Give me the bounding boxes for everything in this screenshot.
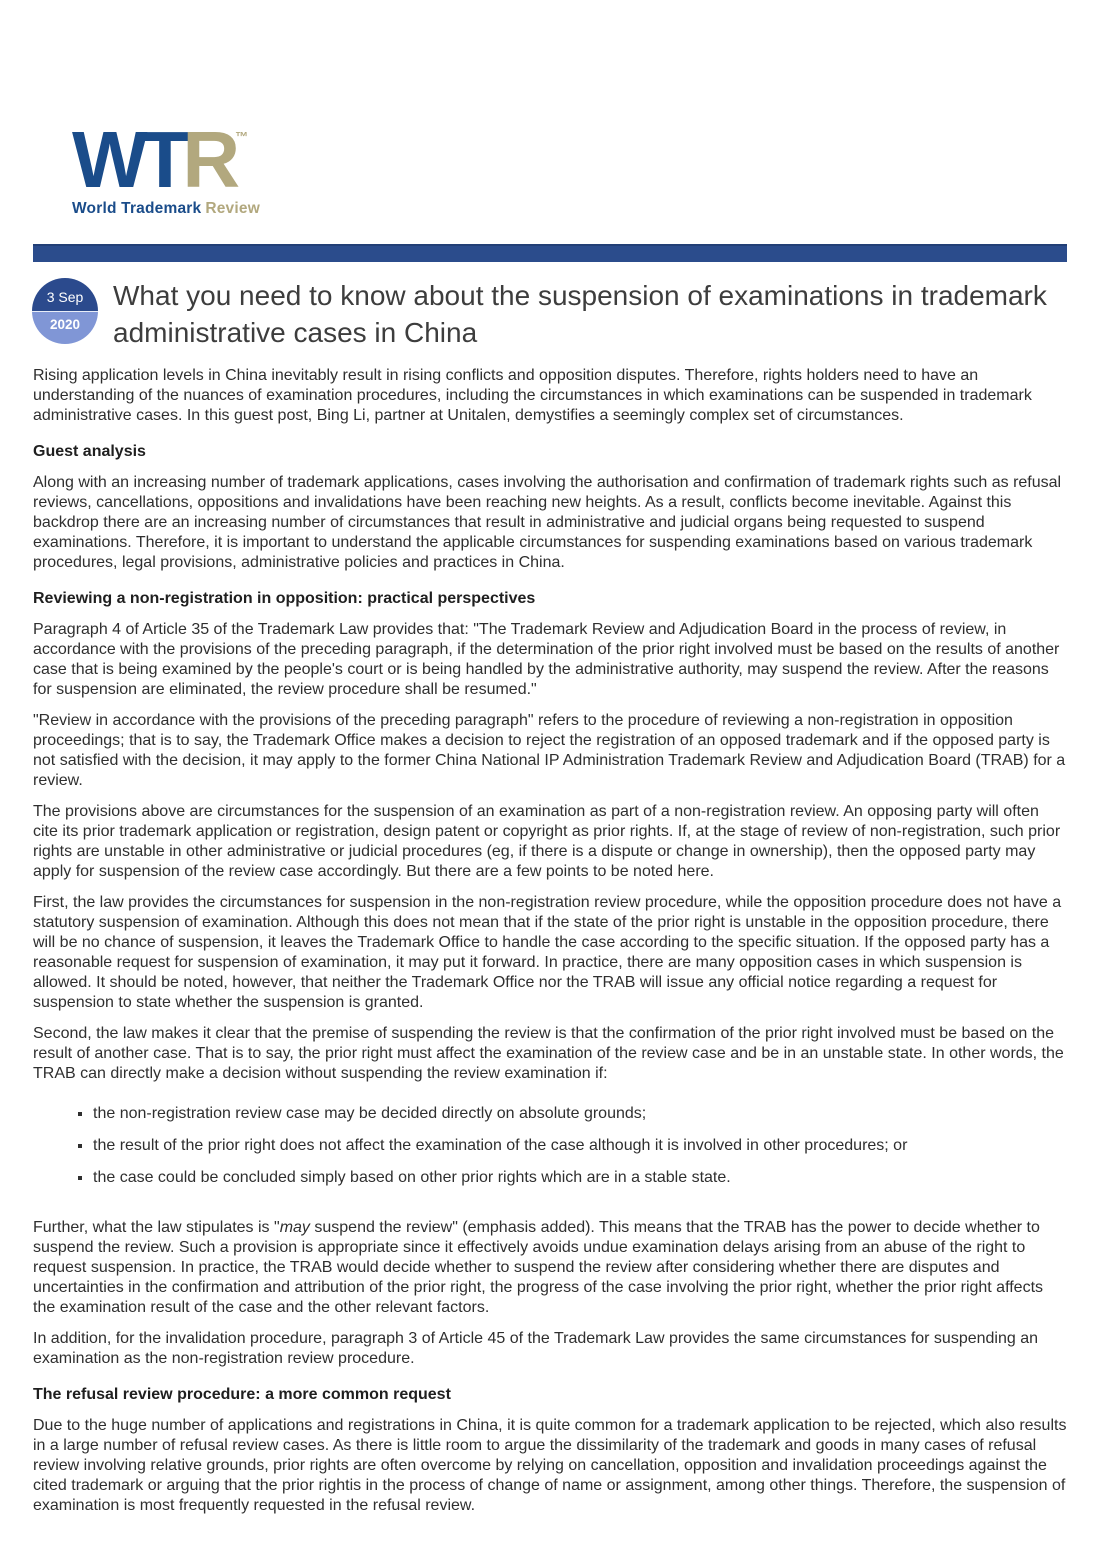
logo-tagline-blue: World Trademark [72,200,202,217]
paragraph: "Review in accordance with the provisions of the preceding paragraph" refers to the procedure of reviewing a non-registration in opposition proceedings; that is to say, the Trademark Office makes a decision to reject the registration of an opposed trademark and if the opposed party is not satisfied with the decision, it may apply to the former China National IP Administration Trademark Review and Adjudication Board (TRAB) for a review. [33,712,1066,789]
logo-tagline [72,200,272,218]
wtr-logo-letters [72,104,272,204]
paragraph-text: suspend the review" (emphasis added). This means that the TRAB has the power to decide whether to suspend the review. Such a provision is appropriate since it effectively avoids undue examination delays arising from an abuse of the right to request suspension. In practice, the TRAB would decide whether to suspend the review after considering whether there are disputes and uncertainties in the confirmation and attribution of the prior right, the progress of the case involving the prior right, whether the prior right affects the examination result of the case and the other relevant factors. [33,1219,1044,1316]
date-badge-year: 2020 [32,311,98,344]
date-badge-day: 3 Sep [32,278,98,311]
trademark-symbol-icon: ™ [235,129,249,144]
paragraph: Along with an increasing number of trademark applications, cases involving the authorisation and confirmation of trademark rights such as refusal reviews, cancellations, oppositions and invalidations have been reaching new heights. As a result, conflicts become inevitable. Against this backdrop there are an increasing number of circumstances that result in administrative and judicial organs being requested to suspend examinations. Therefore, it is important to understand the applicable circumstances for suspending examinations based on various trademark procedures, legal provisions, administrative policies and practices in China. [33,474,1062,571]
bullet-list [33,1104,1068,1188]
paragraph: In addition, for the invalidation procedure, paragraph 3 of Article 45 of the Trademark Law provides the same circumstances for suspending an examination as the non-registration review procedure. [33,1330,1039,1367]
bullet-item: ▪ the non-registration review case may be decided directly on absolute grounds; [93,1104,1068,1124]
logo-tagline-tan: Review [205,200,260,217]
paragraph [33,1218,1068,1318]
paragraph: Paragraph 4 of Article 35 of the Trademark Law provides that: "The Trademark Review and Adjudication Board in the process of review, in accordance with the provisions of the preceding paragraph, if the determination of the prior right involved must be based on the results of another case that is being examined by the people's court or is being handled by the administrative authority, may suspend the review. After the reasons for suspension are eliminated, the review procedure shall be resumed." [33,621,1060,698]
logo-letter-tan: R [182,115,234,204]
date-badge [32,278,98,344]
paragraph-text: Further, what the law stipulates is " [33,1219,280,1236]
italic-emphasis: may [279,1219,310,1236]
bullet-item: ▪ the result of the prior right does not affect the examination of the case although it is involved in other procedures; or [93,1136,1068,1156]
section-heading-reviewing-non-registration: Reviewing a non-registration in opposition: practical perspectives [33,590,536,607]
logo-letters-blue: WT [72,115,183,204]
paragraph: Due to the huge number of applications and registrations in China, it is quite common for a trademark application to be rejected, which also results in a large number of refusal review cases. As there is little room to argue the dissimilarity of the trademark and goods in many cases of refusal review involving relative grounds, prior rights are often overcome by relying on cancellation, opposition and invalidation proceedings against the cited trademark or arguing that the prior rightis in the process of change of name or assignment, among other things. Therefore, the suspension of examination is most frequently requested in the refusal review. [33,1417,1067,1514]
paragraph: First, the law provides the circumstances for suspension in the non-registration review procedure, while the opposition procedure does not have a statutory suspension of examination. Although this does not mean that if the state of the prior right is unstable in the opposition procedure, there will be no chance of suspension, it leaves the Trademark Office to handle the case according to the specific situation. If the opposed party has a reasonable request for suspension of examination, it may put it forward. In practice, there are many opposition cases in which suspension is allowed. It should be noted, however, that neither the Trademark Office nor the TRAB will issue any official notice regarding a request for suspension to state whether the suspension is granted. [33,894,1062,1011]
divider-bar [33,244,1067,262]
section-heading-refusal-review: The refusal review procedure: a more common request [33,1386,451,1403]
section-heading-guest-analysis: Guest analysis [33,443,146,460]
paragraph: Second, the law makes it clear that the premise of suspending the review is that the confirmation of the prior right involved must be based on the result of another case. That is to say, the prior right must affect the examination of the review case and be in an unstable state. In other words, the TRAB can directly make a decision without suspending the review examination if: [33,1025,1064,1082]
paragraph-intro: Rising application levels in China inevitably result in rising conflicts and opposition disputes. Therefore, rights holders need to have an understanding of the nuances of examination procedures, including the circumstances in which examinations can be suspended in trademark administrative cases. In this guest post, Bing Li, partner at Unitalen, demystifies a seemingly complex set of circumstances. [33,367,1032,424]
wtr-logo [72,104,272,218]
bullet-item: ▪ the case could be concluded simply based on other prior rights which are in a stable state. [93,1168,1068,1188]
article-body [33,366,1068,1527]
paragraph: The provisions above are circumstances for the suspension of an examination as part of a non-registration review. An opposing party will often cite its prior trademark application or registration, design patent or copyright as prior rights. If, at the stage of review of non-registration, such prior rights are unstable in other administrative or judicial procedures (eg, if there is a dispute or change in ownership), then the opposed party may apply for suspension of the review case accordingly. But there are a few points to be noted here. [33,803,1061,880]
page-title: What you need to know about the suspension of examinations in trademark administrative cases in China [113,280,1047,348]
